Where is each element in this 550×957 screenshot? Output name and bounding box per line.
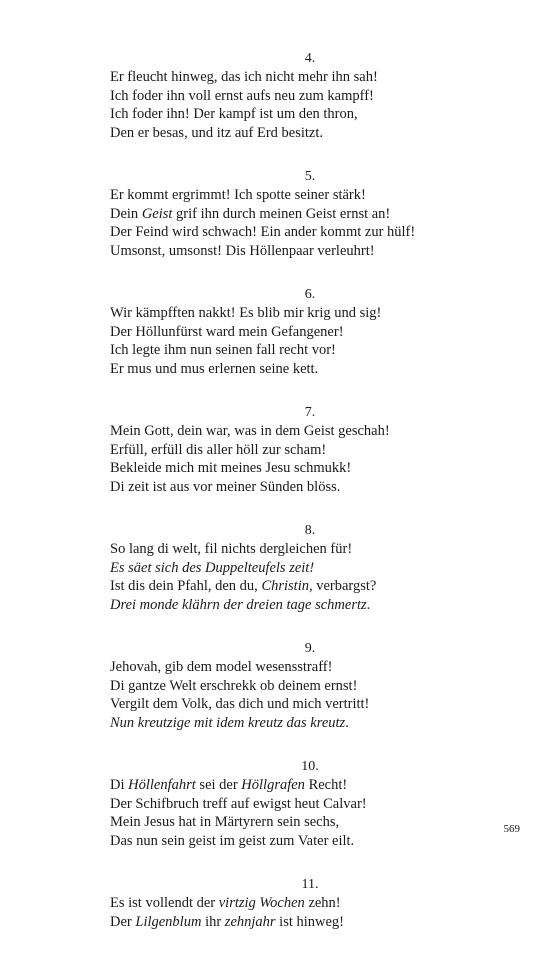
verse-line (110, 577, 510, 596)
verse-line (110, 795, 510, 814)
verse-text: grif ihn durch meinen Geist ernst an! (172, 205, 391, 222)
italic-text: Christin, (261, 578, 313, 594)
verse-text: Umsonst, umsonst! Dis Höllenpaar verleuhrt! (110, 242, 375, 259)
italic-text: virtzig Wochen (218, 895, 305, 911)
verse-line (110, 714, 510, 733)
verse-line (110, 832, 510, 851)
stanza-number: 7. (304, 405, 316, 420)
verse-line (110, 105, 510, 124)
verse-text: Bekleide mich mit meines Jesu schmukk! (110, 460, 352, 476)
verse-text: Recht! (304, 777, 348, 793)
italic-text: Drei monde klährn der dreien tage schmertz (110, 596, 367, 613)
verse-line (110, 186, 510, 205)
verse-text: Es ist vollendt der (110, 895, 219, 911)
verse-text: Di zeit ist aus vor meiner Sünden blöss. (110, 478, 341, 495)
verse-text: So lang di welt, fil nichts dergleichen für! (110, 541, 353, 557)
verse-text: . (366, 596, 371, 613)
verse-text: Er mus und mus erlernen seine kett. (110, 360, 319, 377)
poem-body (110, 50, 510, 957)
stanza (110, 640, 510, 732)
stanza-number: 9. (304, 641, 316, 656)
stanza (110, 50, 510, 142)
verse-line (110, 913, 510, 932)
verse-text: Er kommt ergrimmt! Ich spotte seiner stärk! (110, 187, 366, 203)
verse-line (110, 540, 510, 559)
verse-line (110, 205, 510, 224)
verse-text: Erfüll, erfüll dis aller höll zur scham! (110, 441, 327, 458)
stanza-number: 5. (304, 169, 316, 184)
stanza (110, 168, 510, 260)
verse-text: Di (110, 777, 129, 793)
stanza (110, 758, 510, 850)
verse-text: ihr (201, 913, 225, 930)
verse-line (110, 304, 510, 323)
italic-text: zehnjahr (224, 913, 276, 930)
italic-text: Höllenfahrt (128, 777, 196, 793)
verse-text: Er fleucht hinweg, das ich nicht mehr ihn sah! (110, 69, 378, 85)
italic-text: Nun kreutzige mit idem kreutz das kreutz (110, 714, 346, 731)
verse-line (110, 223, 510, 242)
verse-text: Der (110, 913, 136, 930)
stanza (110, 404, 510, 496)
verse-line (110, 813, 510, 832)
verse-line (110, 124, 510, 143)
verse-line (110, 596, 510, 615)
stanza-number: 11. (301, 877, 319, 892)
stanza-number: 6. (304, 287, 316, 302)
verse-line (110, 242, 510, 261)
verse-line (110, 695, 510, 714)
verse-line (110, 87, 510, 106)
verse-line (110, 559, 510, 578)
verse-text: Ich foder ihn voll ernst aufs neu zum kampff! (110, 87, 374, 104)
stanza-number: 8. (304, 523, 316, 538)
stanza-number: 10. (301, 759, 319, 774)
verse-text: Ich foder ihn! Der kampf ist um den thron, (110, 106, 358, 122)
verse-text: Der Feind wird schwach! Ein ander kommt zur hülf! (110, 224, 416, 240)
verse-text: Jehovah, gib dem model wesensstraff! (110, 659, 333, 675)
verse-line (110, 341, 510, 360)
verse-text: Mein Jesus hat in Märtyrern sein sechs, (110, 814, 340, 830)
verse-text: Mein Gott, dein war, was in dem Geist geschah! (110, 423, 390, 439)
verse-line (110, 422, 510, 441)
verse-text: Di gantze Welt erschrekk ob deinem ernst! (110, 677, 358, 694)
verse-text: verbargst? (312, 578, 377, 594)
verse-line (110, 459, 510, 478)
verse-text: Das nun sein geist im geist zum Vater eilt. (110, 832, 355, 849)
verse-text: Ich legte ihm nun seinen fall recht vor! (110, 342, 336, 358)
verse-text: Der Schifbruch treff auf ewigst heut Calvar! (110, 795, 367, 812)
italic-text: Lilgenblum (135, 913, 202, 930)
verse-text: Vergilt dem Volk, das dich und mich vertritt! (110, 696, 370, 712)
stanza (110, 876, 510, 931)
stanza (110, 286, 510, 378)
italic-text: Geist (141, 205, 173, 222)
verse-line (110, 677, 510, 696)
verse-text: . (345, 714, 349, 731)
verse-line (110, 68, 510, 87)
verse-text: Den er besas, und itz auf Erd besitzt. (110, 124, 323, 141)
verse-text: Der Höllunfürst ward mein Gefangener! (110, 323, 344, 340)
verse-line (110, 776, 510, 795)
verse-text: zehn! (304, 895, 341, 911)
verse-line (110, 658, 510, 677)
italic-text: Höllgrafen (241, 777, 305, 793)
stanza (110, 522, 510, 614)
verse-text: Ist dis dein Pfahl, den du, (110, 578, 262, 594)
verse-text: ist hinweg! (275, 913, 345, 930)
verse-line (110, 894, 510, 913)
italic-text: Es säet sich des Duppelteufels zeit! (110, 559, 315, 576)
stanza-number: 4. (304, 51, 316, 66)
verse-line (110, 478, 510, 497)
verse-text: Dein (110, 205, 142, 222)
page-number: 569 (503, 823, 520, 835)
verse-text: Wir kämpfften nakkt! Es blib mir krig und sig! (110, 305, 382, 321)
verse-line (110, 441, 510, 460)
verse-text: sei der (195, 777, 242, 793)
verse-line (110, 323, 510, 342)
verse-line (110, 360, 510, 379)
